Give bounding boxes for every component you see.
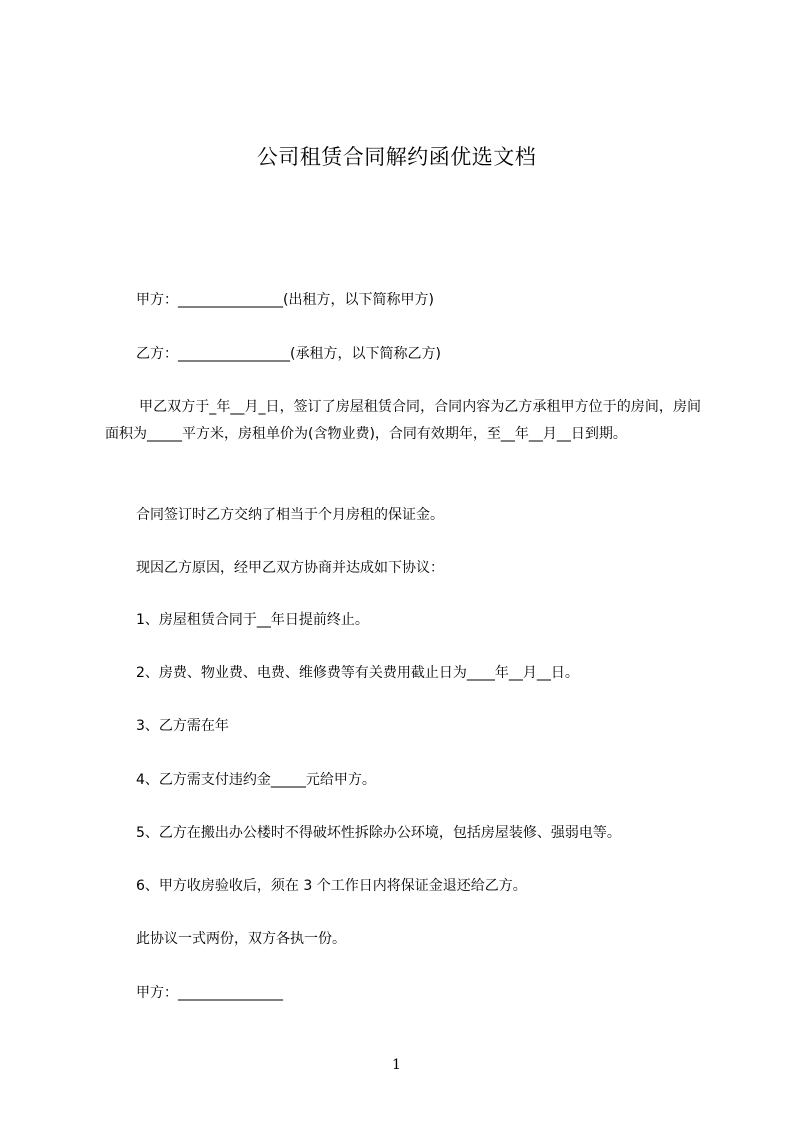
agreement-item: 4、乙方需支付违约金_____元给甲方。 <box>136 772 376 788</box>
agreement-item: 3、乙方需在年 <box>136 718 229 734</box>
main-paragraph-text: 甲乙双方于_年__月_日，签订了房屋租赁合同，合同内容为乙方承租甲方位于的房间，房间面积为_____平方米，房租单价为(含物业费)，合同有效期年，至__年__月__日到期。 <box>105 399 701 442</box>
document-title: 公司租赁合同解约函优选文档 <box>256 145 537 169</box>
agreement-item: 6、甲方收房验收后，须在 3 个工作日内将保证金退还给乙方。 <box>136 878 527 894</box>
reason-line: 现因乙方原因，经甲乙双方协商并达成如下协议： <box>136 560 444 576</box>
page-number: 1 <box>392 1057 401 1073</box>
agreement-item: 2、房费、物业费、电费、维修费等有关费用截止日为____年__月__日。 <box>136 665 579 681</box>
agreement-item: 1、房屋租赁合同于__年日提前终止。 <box>136 612 369 628</box>
signature-line: 甲方：_______________ <box>136 985 283 1001</box>
deposit-line: 合同签订时乙方交纳了相当于个月房租的保证金。 <box>136 507 444 523</box>
party-b-line: 乙方：________________(承租方，以下简称乙方) <box>136 346 441 362</box>
main-paragraph <box>105 394 701 448</box>
party-a-line: 甲方：_______________(出租方，以下简称甲方) <box>136 292 434 308</box>
agreement-item: 5、乙方在搬出办公楼时不得破坏性拆除办公环境，包括房屋装修、强弱电等。 <box>136 825 621 841</box>
copies-line: 此协议一式两份，双方各执一份。 <box>136 931 346 947</box>
